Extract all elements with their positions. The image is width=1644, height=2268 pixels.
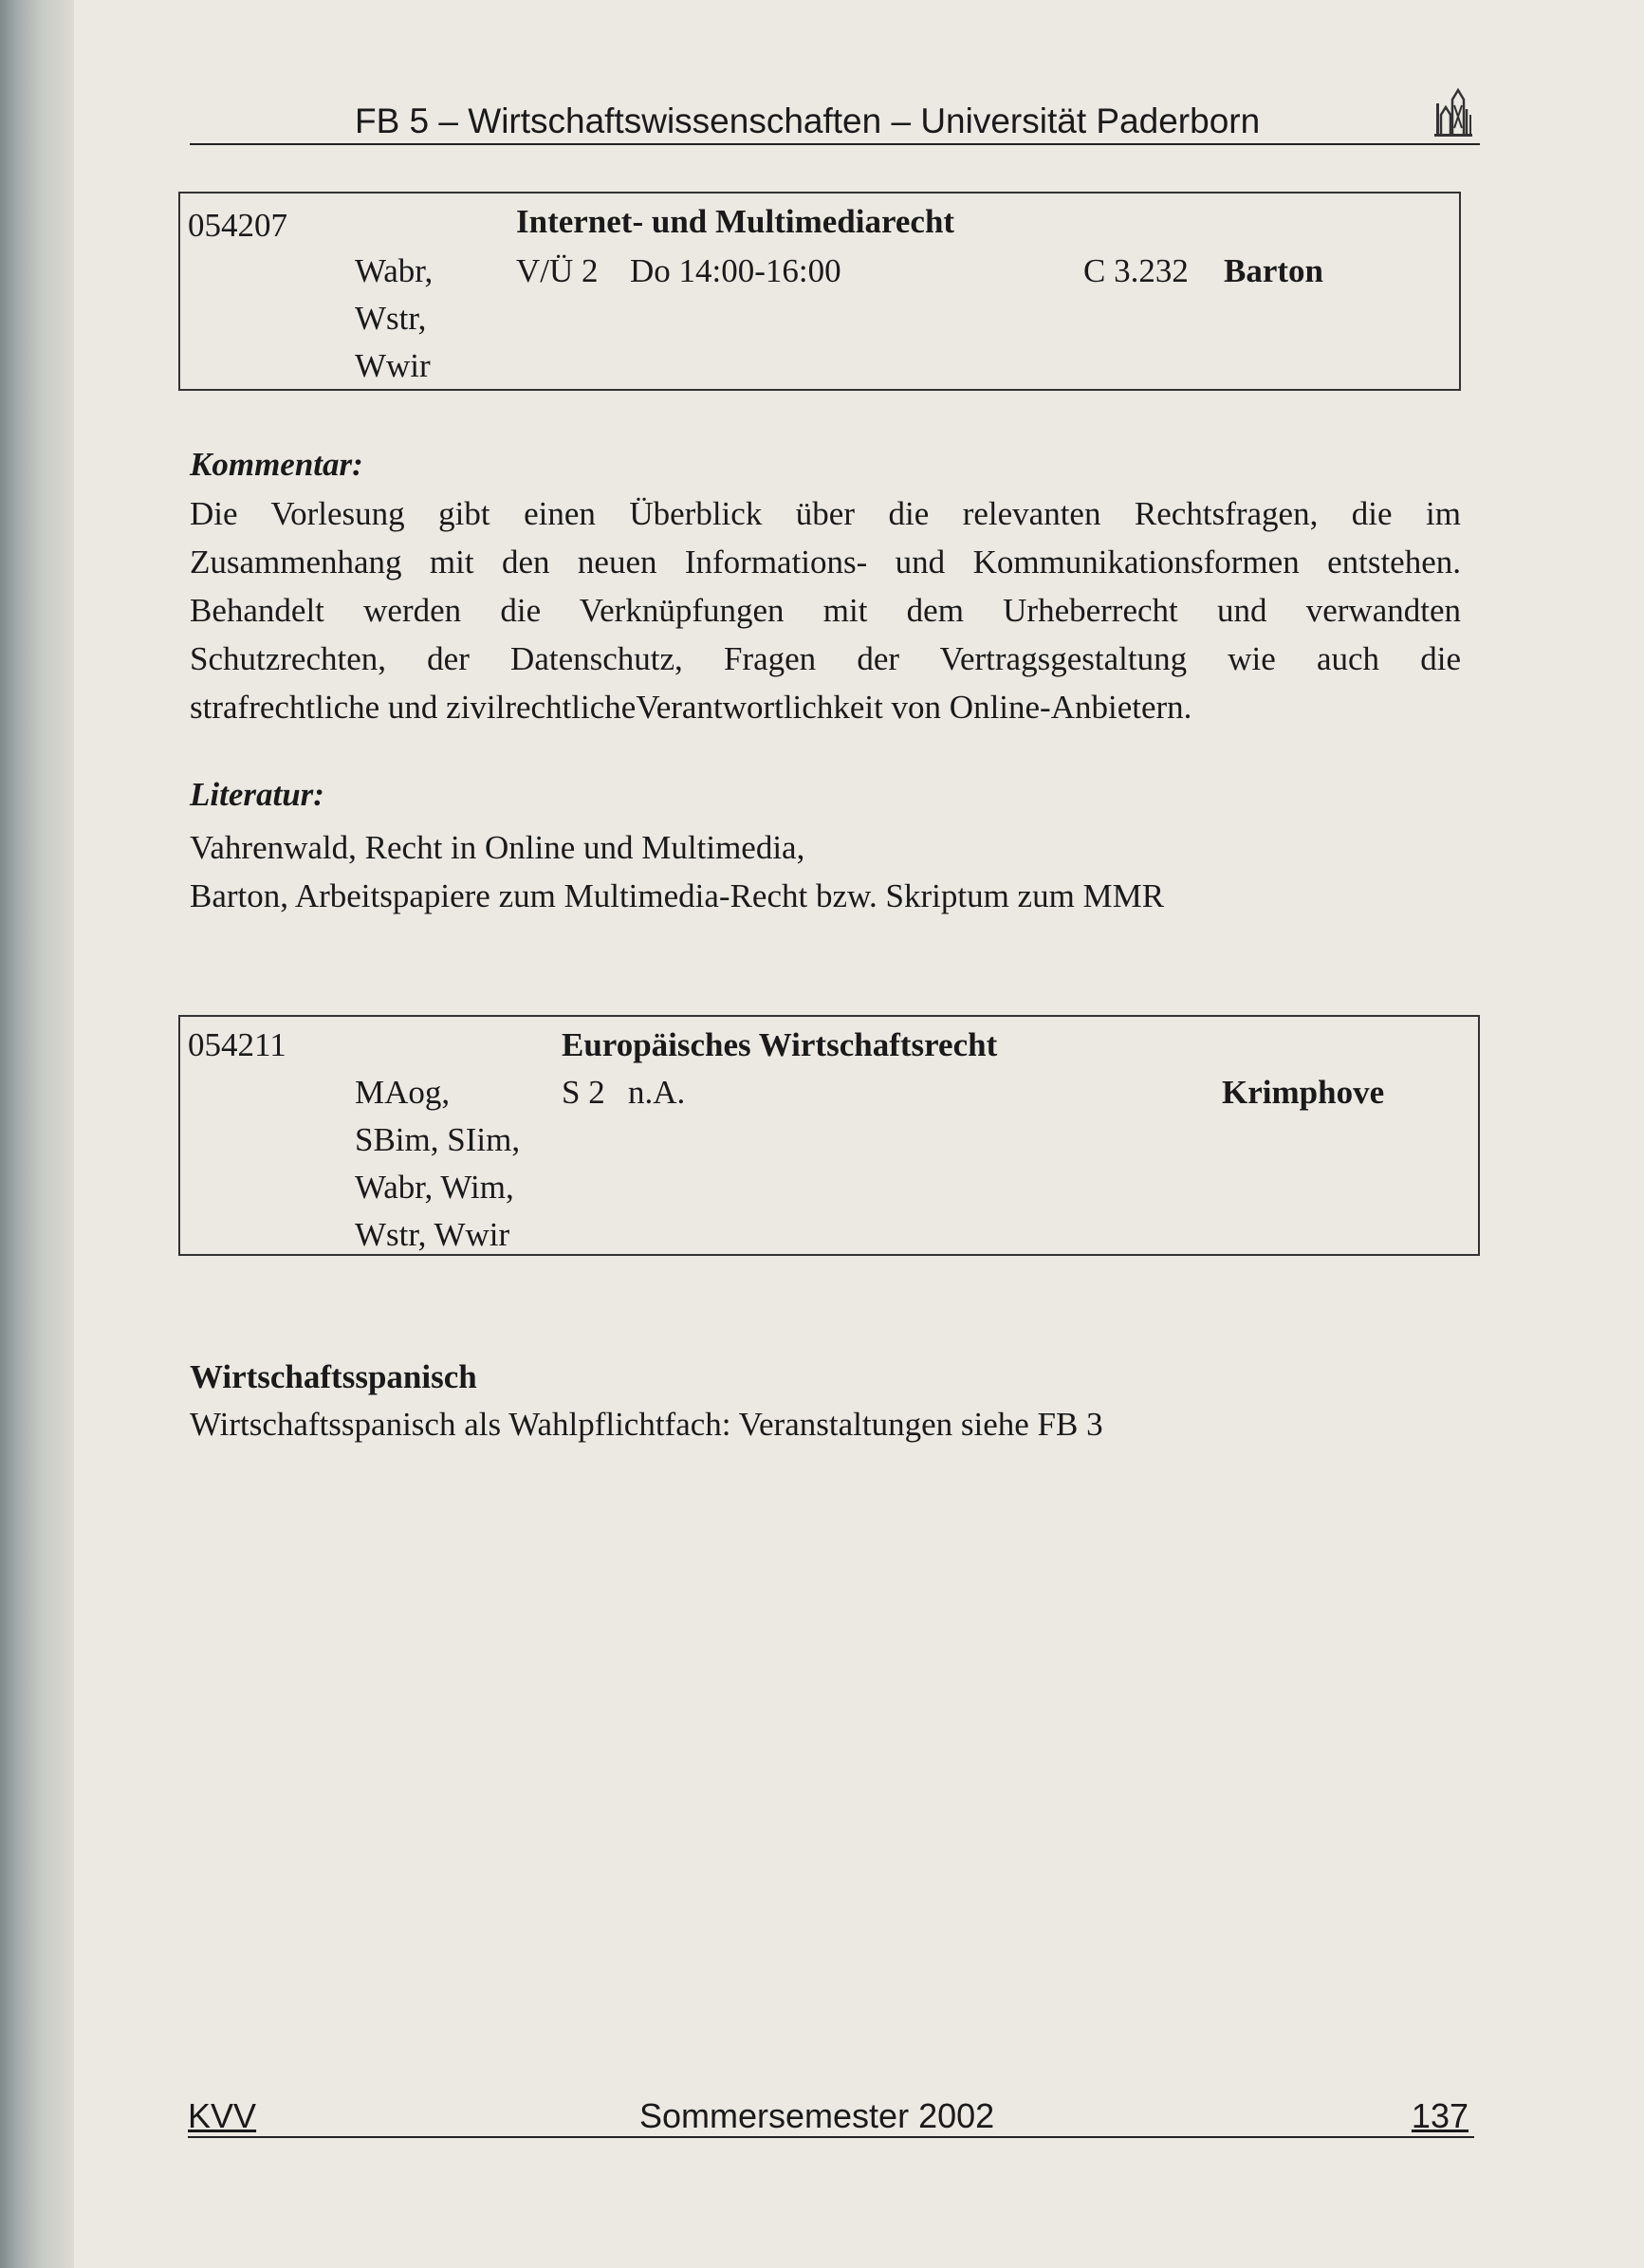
- course-time: Do 14:00-16:00: [630, 252, 841, 289]
- course-title: Internet- und Multimediarecht: [516, 203, 955, 240]
- kommentar-text: [190, 489, 1461, 731]
- course-program: MAog,: [355, 1074, 451, 1111]
- university-logo-icon: [1432, 86, 1474, 138]
- course-time: n.A.: [628, 1074, 686, 1111]
- course-program: Wwir: [355, 347, 431, 384]
- text-line: strafrechtliche und zivilrechtlicheVerantwortlichkeit von Online-Anbietern.: [190, 689, 1192, 726]
- course-type: S 2: [562, 1074, 605, 1111]
- text-line: Behandelt werden die Verknüpfungen mit dem Urheberrecht und verwandten: [190, 592, 1461, 629]
- course-lecturer: Barton: [1224, 252, 1323, 289]
- course-program: Wabr,: [355, 252, 434, 289]
- literatur-text: [190, 823, 1461, 920]
- course-title: Europäisches Wirtschaftsrecht: [562, 1026, 998, 1063]
- spanisch-text: Wirtschaftsspanisch als Wahlpflichtfach: Veranstaltungen siehe FB 3: [190, 1406, 1103, 1443]
- course-box-054211: [178, 1015, 1480, 1256]
- book-spine-shadow: [0, 0, 74, 2268]
- text-line: Barton, Arbeitspapiere zum Multimedia-Recht bzw. Skriptum zum MMR: [190, 877, 1165, 914]
- course-box-054207: [178, 192, 1461, 391]
- course-number: 054207: [188, 207, 287, 244]
- page-number: 137: [1411, 2096, 1469, 2135]
- course-lecturer: Krimphove: [1222, 1074, 1385, 1111]
- course-program: Wstr, Wwir: [355, 1216, 510, 1253]
- text-line: Zusammenhang mit den neuen Informations- und Kommunikationsformen entstehen.: [190, 544, 1461, 581]
- course-room: C 3.232: [1083, 252, 1189, 289]
- text-line: Schutzrechten, der Datenschutz, Fragen der Vertragsgestaltung wie auch die: [190, 640, 1461, 677]
- text-line: Die Vorlesung gibt einen Überblick über die relevanten Rechtsfragen, die im: [190, 495, 1461, 532]
- footer-kvv: KVV: [188, 2096, 257, 2135]
- text-line: Vahrenwald, Recht in Online und Multimedia,: [190, 829, 805, 866]
- course-number: 054211: [188, 1026, 286, 1063]
- header-title: FB 5 – Wirtschaftswissenschaften – Universität Paderborn: [355, 101, 1261, 140]
- kommentar-heading: Kommentar:: [190, 446, 363, 483]
- course-program: SBim, SIim,: [355, 1121, 521, 1158]
- page-footer: [188, 2096, 1474, 2138]
- course-program: Wabr, Wim,: [355, 1169, 514, 1206]
- course-program: Wstr,: [355, 300, 427, 337]
- page-header: [190, 100, 1480, 145]
- spanisch-heading: Wirtschaftsspanisch: [190, 1358, 477, 1395]
- literatur-heading: Literatur:: [190, 776, 324, 813]
- course-type: V/Ü 2: [516, 252, 599, 289]
- footer-semester: Sommersemester 2002: [639, 2096, 995, 2135]
